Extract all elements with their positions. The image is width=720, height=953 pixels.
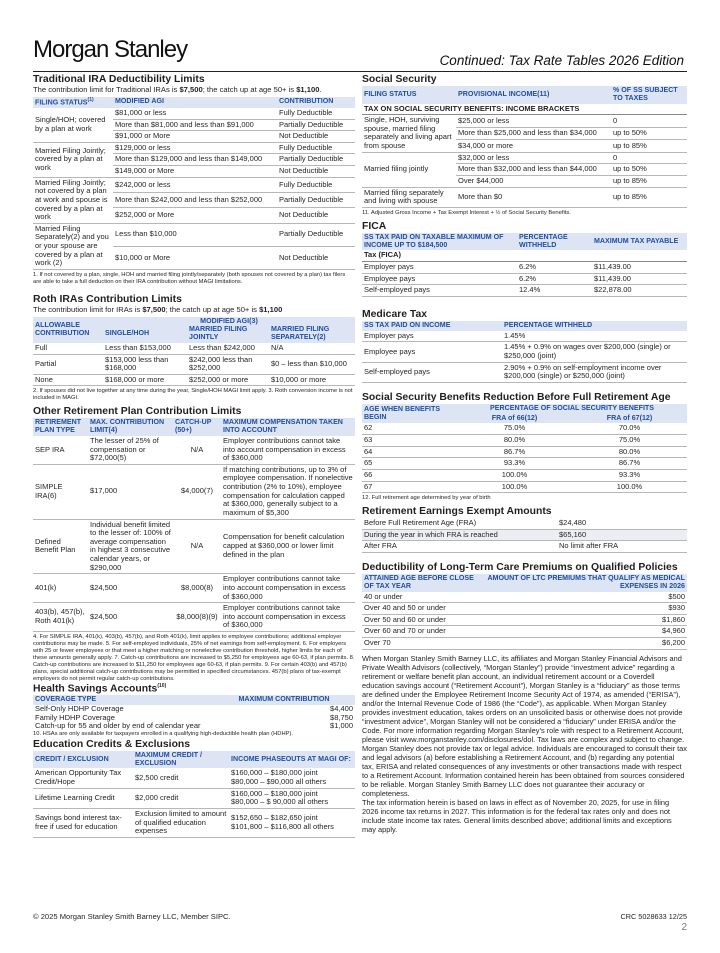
table-cell: up to 50% bbox=[611, 127, 687, 140]
table-cell: Not Deductible bbox=[277, 131, 355, 143]
table-row bbox=[362, 481, 687, 493]
other-plans-table bbox=[33, 418, 355, 632]
table-cell: $930 bbox=[482, 603, 687, 615]
table-cell: 401(k) bbox=[33, 574, 88, 603]
table-cell: 100.0% bbox=[457, 481, 572, 493]
table-row bbox=[362, 592, 687, 603]
table-cell: Self-employed pays bbox=[362, 362, 502, 382]
footnote: 1. If not covered by a plan, single, HOH and married filing jointly/separately (both spouses not covered by a plan) tax filers are able to take a full deduction on their IRA contribution without MAGI limitations. bbox=[33, 271, 346, 285]
table-cell: 75.0% bbox=[457, 423, 572, 434]
retirement-earnings-table bbox=[362, 518, 687, 553]
col-header: AGE WHEN BENEFITS BEGIN bbox=[362, 404, 457, 424]
table-row bbox=[33, 343, 355, 354]
table-cell: 62 bbox=[362, 423, 457, 434]
table-cell: $8,750 bbox=[330, 712, 353, 722]
table-cell: $32,000 or less bbox=[456, 152, 611, 164]
table-cell: After FRA bbox=[362, 541, 557, 553]
table-cell: $4,960 bbox=[482, 626, 687, 638]
table-cell: Fully Deductible bbox=[277, 177, 355, 192]
table-cell: 67 bbox=[362, 481, 457, 493]
col-header: RETIREMENT PLAN TYPE bbox=[33, 418, 88, 436]
table-cell: Full bbox=[33, 343, 103, 354]
col-header: INCOME PHASEOUTS AT MAGI OF: bbox=[229, 751, 355, 769]
table-cell: 40 or under bbox=[362, 592, 482, 603]
col-header: SS TAX PAID ON INCOME bbox=[362, 321, 502, 331]
table-cell: Employer contributions cannot take into account compensation in excess of $360,000 bbox=[221, 436, 355, 464]
table-cell: More than $25,000 and less than $34,000 bbox=[456, 127, 611, 140]
table-cell: $153,000 less than $168,000 bbox=[103, 354, 187, 374]
table-row bbox=[362, 614, 687, 626]
table-cell: More than $242,000 and less than $252,000 bbox=[113, 193, 277, 208]
table-cell: Less than $10,000 bbox=[113, 223, 277, 246]
table-row bbox=[33, 574, 355, 603]
table-cell: Family HDHP Coverage bbox=[35, 712, 115, 722]
table-cell: $11,439.00 bbox=[592, 273, 687, 285]
table-cell: If matching contributions, up to 3% of employee compensation. If nonelective contribution (2% to 10%), employee compensation for calculation capped at $360,000, generally subject to a maximum of $5,300 bbox=[221, 464, 355, 519]
right-column bbox=[362, 74, 687, 834]
table-cell: Over 50 and 60 or under bbox=[362, 614, 482, 626]
table-cell: Before Full Retirement Age (FRA) bbox=[362, 518, 557, 529]
hsa-table bbox=[33, 695, 355, 731]
table-cell: Compensation for benefit calculation capped at $360,000 or lower limit defined in the plan bbox=[221, 519, 355, 574]
footnote: 11. Adjusted Gross Income + Tax Exempt Interest + ½ of Social Security Benefits. bbox=[362, 209, 571, 216]
table-cell: Partial bbox=[33, 354, 103, 374]
copyright: © 2025 Morgan Stanley Smith Barney LLC, Member SIPC. bbox=[33, 912, 231, 921]
table-cell: Defined Benefit Plan bbox=[33, 519, 88, 574]
table-cell: $8,000(8)(9) bbox=[173, 603, 221, 632]
table-row bbox=[362, 469, 687, 481]
header-divider bbox=[33, 71, 687, 72]
table-row bbox=[362, 423, 687, 434]
table-cell: 1.45% + 0.9% on wages over $200,000 (single) or $250,000 (joint) bbox=[502, 342, 687, 362]
table-cell: Catch-up for 55 and older by end of calendar year bbox=[35, 721, 201, 731]
table-row bbox=[33, 603, 355, 632]
ss-reduction-table bbox=[362, 404, 687, 493]
disclaimer-paragraph: The tax information herein is based on laws in effect as of November 20, 2025, for use in filing 2026 income tax returns in 2027. This information is for the federal tax rates only and does not include state income tax rates. General limits described above; additional limits and exceptions may apply. bbox=[362, 798, 672, 835]
table-cell: Single/HOH; covered by a plan at work bbox=[33, 108, 113, 142]
table-cell: $2,000 credit bbox=[133, 788, 229, 808]
table-row bbox=[362, 435, 687, 447]
table-cell: Employer contributions cannot take into account compensation in excess of $360,000 bbox=[221, 574, 355, 603]
col-header: PERCENTAGE WITHHELD bbox=[502, 321, 687, 331]
table-cell: 2.90% + 0.9% on self-employment income over $200,000 (single) or $250,000 (joint) bbox=[502, 362, 687, 382]
table-cell: $24,500 bbox=[88, 603, 173, 632]
table-row bbox=[362, 446, 687, 458]
table-cell: $25,000 or less bbox=[456, 115, 611, 128]
table-cell: TAX ON SOCIAL SECURITY BENEFITS: INCOME BRACKETS bbox=[362, 104, 687, 115]
ira-deductibility-subtitle: The contribution limit for Traditional IRAs is $7,500; the catch up at age 50+ is $1,100. bbox=[33, 85, 322, 94]
table-row bbox=[33, 354, 355, 374]
table-cell: Individual benefit limited to the lesser of: 100% of average compensation in highest 3 consecutive calendar years, or $290,000 bbox=[88, 519, 173, 574]
retirement-earnings-title: Retirement Earnings Exempt Amounts bbox=[362, 506, 552, 518]
col-header: MARRIED FILING JOINTLY bbox=[187, 325, 269, 343]
col-header: CONTRIBUTION bbox=[277, 97, 355, 108]
table-cell: $4,400 bbox=[330, 703, 353, 713]
table-row bbox=[362, 152, 687, 164]
footnote: 10. HSAs are only available for taxpayers enrolled in a qualifying high-deductible health plan (HDHP). bbox=[33, 730, 294, 737]
table-cell: 6.2% bbox=[517, 273, 592, 285]
col-header: MAXIMUM TAX PAYABLE bbox=[592, 233, 687, 251]
table-row bbox=[33, 436, 355, 464]
col-header: SINGLE/HOH bbox=[103, 325, 187, 343]
table-cell: $91,000 or More bbox=[113, 131, 277, 143]
table-cell: N/A bbox=[269, 343, 355, 354]
table-cell: $34,000 or more bbox=[456, 140, 611, 153]
table-cell: Married filing separately and living with spouse bbox=[362, 187, 456, 207]
table-cell: 93.3% bbox=[457, 458, 572, 470]
ss-reduction-title: Social Security Benefits Reduction Before Full Retirement Age bbox=[362, 391, 671, 403]
table-cell: $8,000(8) bbox=[173, 574, 221, 603]
ltc-table bbox=[362, 574, 687, 650]
col-header: FRA of 67(12) bbox=[572, 414, 687, 424]
table-cell: Employer pays bbox=[362, 262, 517, 274]
col-header: ALLOWABLE CONTRIBUTION bbox=[33, 317, 103, 343]
table-cell: $0 – less than $10,000 bbox=[269, 354, 355, 374]
ira-deductibility-table bbox=[33, 97, 355, 270]
table-row bbox=[362, 603, 687, 615]
col-header: COVERAGE TYPE bbox=[33, 695, 213, 705]
table-cell: Over 40 and 50 or under bbox=[362, 603, 482, 615]
table-cell: More than $81,000 and less than $91,000 bbox=[113, 119, 277, 131]
table-cell: up to 85% bbox=[611, 187, 687, 207]
table-cell: $11,439.00 bbox=[592, 262, 687, 274]
table-cell: 70.0% bbox=[572, 423, 687, 434]
table-cell: 80.0% bbox=[572, 446, 687, 458]
table-row bbox=[33, 464, 355, 519]
col-header: PERCENTAGE WITHHELD bbox=[517, 233, 592, 251]
col-header: CATCH-UP (50+) bbox=[173, 418, 221, 436]
table-cell: Partially Deductible bbox=[277, 193, 355, 208]
table-row bbox=[33, 223, 355, 246]
table-row bbox=[362, 187, 687, 207]
col-header: MAXIMUM CONTRIBUTION bbox=[213, 695, 355, 705]
fica-table bbox=[362, 233, 687, 297]
table-cell: 64 bbox=[362, 446, 457, 458]
table-cell: Fully Deductible bbox=[277, 108, 355, 119]
table-cell: 100.0% bbox=[457, 469, 572, 481]
roth-table bbox=[33, 317, 355, 387]
table-cell: SIMPLE IRA(6) bbox=[33, 464, 88, 519]
table-row bbox=[362, 529, 687, 541]
table-row bbox=[362, 342, 687, 362]
table-cell: Employer pays bbox=[362, 331, 502, 342]
table-cell: SEP IRA bbox=[33, 436, 88, 464]
ira-deductibility-title: Traditional IRA Deductibility Limits bbox=[33, 74, 205, 85]
table-cell: Over 70 bbox=[362, 638, 482, 650]
table-cell: $2,500 credit bbox=[133, 768, 229, 788]
table-row bbox=[362, 285, 687, 297]
table-cell: Self-employed pays bbox=[362, 285, 517, 297]
table-cell: Not Deductible bbox=[277, 166, 355, 178]
table-cell: N/A bbox=[173, 436, 221, 464]
table-row bbox=[33, 722, 355, 731]
table-cell: Less than $242,000 bbox=[187, 343, 269, 354]
table-cell: More than $129,000 and less than $149,000 bbox=[113, 154, 277, 166]
table-cell: Self-Only HDHP Coverage bbox=[35, 703, 124, 713]
table-row bbox=[362, 541, 687, 553]
table-cell: 12.4% bbox=[517, 285, 592, 297]
col-header: FILING STATUS$^{(1)}$ bbox=[33, 97, 113, 108]
table-cell: $500 bbox=[482, 592, 687, 603]
table-row bbox=[33, 808, 355, 837]
left-column bbox=[33, 74, 355, 838]
page-number: 2 bbox=[681, 922, 687, 933]
social-security-table bbox=[362, 86, 687, 208]
table-cell: Partially Deductible bbox=[277, 223, 355, 246]
table-cell: $152,650 – $182,650 joint $101,800 – $116,800 all others bbox=[229, 808, 355, 837]
table-cell: 6.2% bbox=[517, 262, 592, 274]
table-cell: $149,000 or More bbox=[113, 166, 277, 178]
table-row bbox=[362, 638, 687, 650]
table-cell: up to 50% bbox=[611, 164, 687, 176]
table-cell: More than $32,000 and less than $44,000 bbox=[456, 164, 611, 176]
table-cell: 0 bbox=[611, 152, 687, 164]
table-row bbox=[33, 177, 355, 192]
table-cell: $65,160 bbox=[557, 529, 687, 541]
col-header: SS TAX PAID ON TAXABLE MAXIMUM OF INCOME UP TO $184,500 bbox=[362, 233, 517, 251]
section-row bbox=[362, 250, 687, 261]
table-cell: Married filing jointly bbox=[362, 152, 456, 187]
table-row bbox=[33, 788, 355, 808]
table-row bbox=[362, 115, 687, 128]
table-cell: Not Deductible bbox=[277, 208, 355, 223]
table-cell: N/A bbox=[173, 519, 221, 574]
disclaimer-paragraph: When Morgan Stanley Smith Barney LLC, its affiliates and Morgan Stanley Financial Advisors and Private Wealth Advisors (collectively, “Morgan Stanley”) provide “investment advice” regarding a retirement or welfare benefit plan account, an individual retirement account or a Coverdell education savings account (“Retirement Account”), Morgan Stanley is a “fiduciary” as those terms are defined under the Employee Retirement Income Security Act of 1974, as amended (“ERISA”), and/or the Internal Revenue Code of 1986 (the “Code”), as applicable. When Morgan Stanley provides investment education, takes orders on an unsolicited basis or otherwise does not provide “investment advice”, Morgan Stanley will not be considered a “fiduciary” under ERISA and/or the Code. For more information regarding Morgan Stanley’s role with respect to a Retirement Account, please visit www.morganstanley.com/disclosures/dol. Tax laws are complex and subject to change. Morgan Stanley does not provide tax or legal advice. Individuals are encouraged to consult their tax and legal advisors (a) before establishing a Retirement Account, and (b) regarding any potential tax, ERISA and related consequences of any investments or other transactions made with respect to a Retirement Account. Information contained herein has been obtained from sources considered to be reliable. Morgan Stanley Smith Barney LLC does not guarantee their accuracy or completeness. bbox=[362, 653, 687, 799]
table-cell: The lesser of 25% of compensation or $72,000(5) bbox=[88, 436, 173, 464]
table-cell: Exclusion limited to amount of qualified education expenses bbox=[133, 808, 229, 837]
table-cell: $160,000 – $180,000 joint $80,000 – $ 90,000 all others bbox=[229, 788, 355, 808]
table-cell: No limit after FRA bbox=[557, 541, 687, 553]
table-cell: $242,000 or less bbox=[113, 177, 277, 192]
table-cell: $6,200 bbox=[482, 638, 687, 650]
table-cell: 403(b), 457(b), Roth 401(k) bbox=[33, 603, 88, 632]
ltc-title: Deductibility of Long-Term Care Premiums on Qualified Policies bbox=[362, 561, 678, 573]
table-cell: American Opportunity Tax Credit/Hope bbox=[33, 768, 133, 788]
table-cell: 100.0% bbox=[572, 481, 687, 493]
table-cell: Over 60 and 70 or under bbox=[362, 626, 482, 638]
table-cell: Employer contributions cannot take into account compensation in excess of $360,000 bbox=[221, 603, 355, 632]
table-cell: $168,000 or more bbox=[103, 374, 187, 386]
roth-subtitle: The contribution limit for IRAs is $7,500; the catch up at age 50+ is $1,100 bbox=[33, 304, 283, 314]
col-header: PROVISIONAL INCOME(11) bbox=[456, 86, 611, 104]
table-cell: Tax (FICA) bbox=[362, 250, 687, 261]
table-cell: Partially Deductible bbox=[277, 154, 355, 166]
crc-code: CRC 5028633 12/25 bbox=[620, 912, 687, 921]
col-header: MAXIMUM COMPENSATION TAKEN INTO ACCOUNT bbox=[221, 418, 355, 436]
table-cell: Partially Deductible bbox=[277, 119, 355, 131]
table-cell: $24,500 bbox=[88, 574, 173, 603]
footnote: 2. If spouses did not live together at any time during the year, Single/HOH MAGI limit apply. 3. Roth conversion income is not included in MAGI. bbox=[33, 388, 353, 402]
col-header: MARRIED FILING SEPARATELY(2) bbox=[269, 325, 355, 343]
col-header: FRA of 66(12) bbox=[457, 414, 572, 424]
table-cell: $10,000 or More bbox=[113, 246, 277, 269]
table-row bbox=[33, 108, 355, 119]
table-cell: $17,000 bbox=[88, 464, 173, 519]
col-header: % OF SS SUBJECT TO TAXES bbox=[611, 86, 687, 104]
table-cell: 66 bbox=[362, 469, 457, 481]
table-cell: Over $44,000 bbox=[456, 175, 611, 187]
table-row bbox=[362, 362, 687, 382]
table-cell: During the year in which FRA is reached bbox=[362, 529, 557, 541]
table-cell: $81,000 or less bbox=[113, 108, 277, 119]
table-cell: 1.45% bbox=[502, 331, 687, 342]
table-cell: up to 85% bbox=[611, 175, 687, 187]
table-cell: $242,000 less than $252,000 bbox=[187, 354, 269, 374]
table-cell: $1,000 bbox=[330, 721, 353, 731]
table-row bbox=[33, 768, 355, 788]
social-security-title: Social Security bbox=[362, 74, 437, 85]
footnote: 4. For SIMPLE IRA, 401(k), 403(b), 457(b), and Roth 401(k), limit applies to employee contributions; additional employer contributions may be made. 5. For self-employed individuals, 25% of net earnings from self-employment. 6. For employers with 25 or fewer employees or that meet a higher matching or nonelective contribution threshold, higher limits for each of these amounts generally apply. 7. Catch-up contributions are increased to $5,250 for employees age 60-63, if plan permits. 8. Catch-up contributions are increased to $11,250 for employees age 60-63, if plan permits. 9. For certain 403(b) and 457(b) plans, special additional catch-up contributions may be permitted in specified circumstances. 457(b) plans of tax-exempt employers do not permit regular catch-up contributions. bbox=[33, 634, 355, 682]
education-title: Education Credits & Exclusions bbox=[33, 738, 191, 750]
table-row bbox=[362, 518, 687, 529]
col-header: MAXIMUM CREDIT / EXCLUSION bbox=[133, 751, 229, 769]
table-cell: $24,480 bbox=[557, 518, 687, 529]
col-header: FILING STATUS bbox=[362, 86, 456, 104]
table-cell: 80.0% bbox=[457, 435, 572, 447]
roth-title: Roth IRAs Contribution Limits bbox=[33, 293, 182, 305]
medicare-table bbox=[362, 321, 687, 383]
table-cell: 86.7% bbox=[572, 458, 687, 470]
table-row bbox=[33, 142, 355, 154]
table-row bbox=[362, 626, 687, 638]
col-header: MAX. CONTRIBUTION LIMIT(4) bbox=[88, 418, 173, 436]
table-cell: Savings bond interest tax-free if used for education bbox=[33, 808, 133, 837]
table-row bbox=[362, 273, 687, 285]
fica-title: FICA bbox=[362, 220, 387, 232]
table-row bbox=[362, 458, 687, 470]
table-cell: $22,878.00 bbox=[592, 285, 687, 297]
table-cell: up to 85% bbox=[611, 140, 687, 153]
table-cell: 86.7% bbox=[457, 446, 572, 458]
table-cell: 75.0% bbox=[572, 435, 687, 447]
table-cell: 0 bbox=[611, 115, 687, 128]
table-cell: Employee pays bbox=[362, 342, 502, 362]
table-cell: Married Filing Jointly; covered by a plan at work bbox=[33, 142, 113, 177]
medicare-title: Medicare Tax bbox=[362, 308, 428, 320]
hsa-title: Health Savings Accounts$^{(10)}$ bbox=[33, 682, 167, 695]
table-row bbox=[33, 374, 355, 386]
table-cell: $1,860 bbox=[482, 614, 687, 626]
table-cell: None bbox=[33, 374, 103, 386]
col-header: CREDIT / EXCLUSION bbox=[33, 751, 133, 769]
table-cell: $10,000 or more bbox=[269, 374, 355, 386]
table-row bbox=[33, 519, 355, 574]
table-cell: Fully Deductible bbox=[277, 142, 355, 154]
morgan-stanley-logo: Morgan Stanley bbox=[33, 36, 188, 63]
col-header: MODIFIED AGI bbox=[113, 97, 277, 108]
table-row bbox=[362, 331, 687, 342]
table-cell: $4,000(7) bbox=[173, 464, 221, 519]
table-cell: Lifetime Learning Credit bbox=[33, 788, 133, 808]
table-cell: $252,000 or more bbox=[187, 374, 269, 386]
table-cell: Not Deductible bbox=[277, 246, 355, 269]
page-title: Continued: Tax Rate Tables 2026 Edition bbox=[439, 53, 684, 68]
table-cell: Single, HOH, surviving spouse, married filing separately and living apart from spouse bbox=[362, 115, 456, 153]
footnote: 12. Full retirement age determined by year of birth bbox=[362, 495, 491, 502]
table-row bbox=[362, 262, 687, 274]
col-header: AMOUNT OF LTC PREMIUMS THAT QUALIFY AS MEDICAL EXPENSES IN 2026 bbox=[482, 574, 687, 592]
other-plans-title: Other Retirement Plan Contribution Limits bbox=[33, 406, 242, 418]
table-cell: 93.3% bbox=[572, 469, 687, 481]
education-table bbox=[33, 751, 355, 838]
table-cell: $129,000 or less bbox=[113, 142, 277, 154]
table-cell: $160,000 – $180,000 joint $80,000 – $90,000 all others bbox=[229, 768, 355, 788]
table-cell: Married Filing Jointly; not covered by a plan at work and spouse is covered by a plan at work bbox=[33, 177, 113, 223]
table-cell: 65 bbox=[362, 458, 457, 470]
table-cell: More than $0 bbox=[456, 187, 611, 207]
table-cell: Married Filing Separately(2) and you or your spouse are covered by a plan at work (2) bbox=[33, 223, 113, 269]
table-cell: $252,000 or More bbox=[113, 208, 277, 223]
table-cell: Employee pays bbox=[362, 273, 517, 285]
table-cell: Less than $153,000 bbox=[103, 343, 187, 354]
col-header: ATTAINED AGE BEFORE CLOSE OF TAX YEAR bbox=[362, 574, 482, 592]
col-header: PERCENTAGE OF SOCIAL SECURITY BENEFITS bbox=[457, 404, 687, 414]
table-cell: 63 bbox=[362, 435, 457, 447]
col-header: MODIFIED AGI(3) bbox=[103, 317, 355, 326]
section-row bbox=[362, 104, 687, 115]
